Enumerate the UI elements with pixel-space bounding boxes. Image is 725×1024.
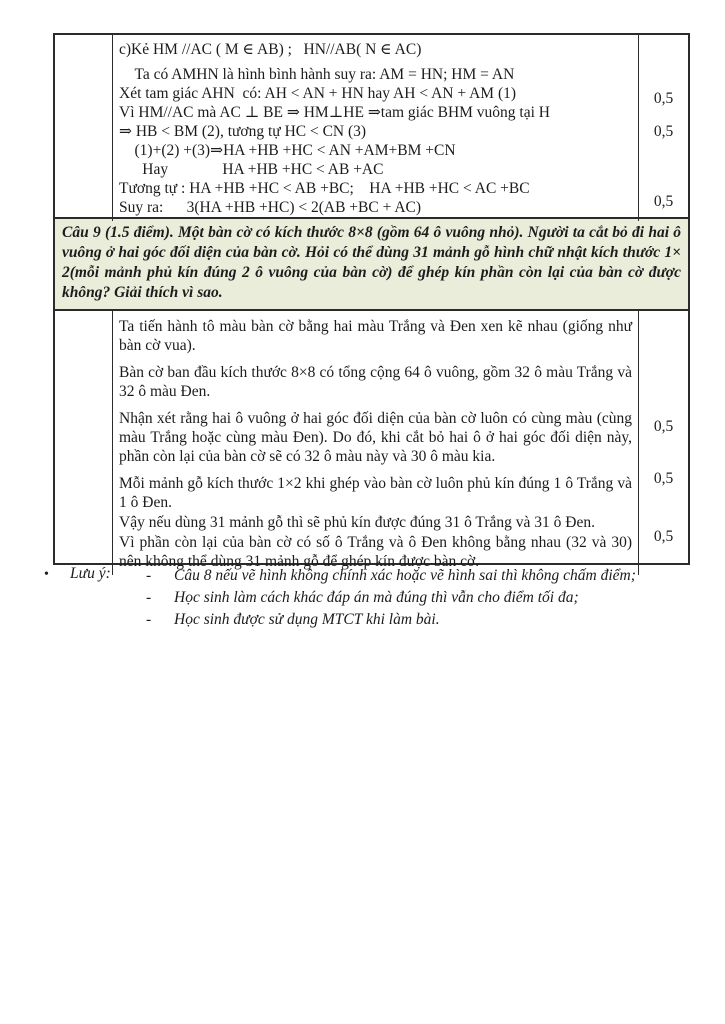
solution-line: Suy ra: 3(HA +HB +HC) < 2(AB +BC + AC) [119,199,422,216]
dash-icon: - [146,567,152,584]
note-text: Câu 8 nếu vẽ hình không chính xác hoặc vẽ hình sai thì không chấm điểm; [174,567,636,584]
question-number-cell [55,35,113,221]
bullet-icon: • [44,567,49,582]
score-value: 0,5 [653,470,674,487]
note-item [146,587,694,609]
note-text: Học sinh làm cách khác đáp án mà đúng thì vẫn cho điểm tối đa; [174,589,579,606]
solution-line: c)Kẻ HM //AC ( M ∈ AB) ; HN//AB( N ∈ AC) [119,41,422,58]
note-item [146,565,694,587]
note-text: Học sinh được sử dụng MTCT khi làm bài. [174,611,440,628]
solution-9-row [55,311,688,570]
solution-line: (1)+(2) +(3)⇒HA +HB +HC < AN +AM+BM +CN [119,142,456,159]
score-value: 0,5 [653,123,674,140]
solution-line: Tương tự : HA +HB +HC < AB +BC; HA +HB +HC < AC +BC [119,180,530,197]
score-value: 0,5 [653,418,674,435]
solution-line: Ta có AMHN là hình bình hành suy ra: AM = HN; HM = AN [119,66,515,83]
notes-label: Lưu ý: [70,565,111,582]
solution-paragraph: Mỗi mảnh gỗ kích thước 1×2 khi ghép vào bàn cờ luôn phủ kín đúng 1 ô Trắng và 1 ô Đen. [119,475,632,511]
solution-9-content [113,311,639,575]
solution-paragraph: Vậy nếu dùng 31 mảnh gỗ thì sẽ phủ kín được đúng 31 ô Trắng và 31 ô Đen. [119,514,595,531]
solution-8c-row [55,35,688,217]
notes-section [44,565,694,631]
dash-icon: - [146,589,152,606]
question-number-cell [55,311,113,575]
score-value: 0,5 [653,528,674,545]
question-9-statement: Câu 9 (1.5 điểm). Một bàn cờ có kích thước 8×8 (gồm 64 ô vuông nhỏ). Người ta cắt bỏ đi hai ô vuông ở hai góc đối diện của bàn cờ. Hỏi có thể dùng 31 mảnh gỗ hình chữ nhật kích thước 1× 2(mỗi mảnh phủ kín đúng 2 ô vuông của bàn cờ) để ghép kín phần còn lại của bàn cờ được không? Giải thích vì sao. [55,217,688,311]
score-column [639,311,688,575]
solution-line: Vì HM//AC mà AC ⊥ BE ⇒ HM⊥HE ⇒tam giác BHM vuông tại H [119,104,550,121]
solution-paragraph: Bàn cờ ban đầu kích thước 8×8 có tổng cộng 64 ô vuông, gồm 32 ô màu Trắng và 32 ô màu Đen. [119,364,632,400]
solution-line: Xét tam giác AHN có: AH < AN + HN hay AH < AN + AM (1) [119,85,517,102]
score-column [639,35,688,221]
dash-icon: - [146,611,152,628]
score-value: 0,5 [653,193,674,210]
solution-paragraph: Nhận xét rằng hai ô vuông ở hai góc đối diện của bàn cờ luôn có cùng màu (cùng màu Trắng hoặc cùng màu Đen). Do đó, khi cắt bỏ hai ô ở hai góc đối diện này, phần còn lại của bàn cờ sẽ có 32 ô màu này và 30 ô màu kia. [119,410,632,465]
solution-8c-content [113,35,639,221]
score-value: 0,5 [653,90,674,107]
note-item [146,609,694,631]
solution-line: Hay HA +HB +HC < AB +AC [119,161,384,178]
solution-line: ⇒ HB < BM (2), tương tự HC < CN (3) [119,123,367,140]
solution-paragraph: Vì phần còn lại của bàn cờ có số ô Trắng và ô Đen không bằng nhau (32 và 30) nên không thể dùng 31 mảnh gỗ để ghép kín được bàn cờ. [119,534,632,570]
answer-key-table [53,33,690,570]
notes-list [146,565,694,631]
solution-paragraph: Ta tiến hành tô màu bàn cờ bằng hai màu Trắng và Đen xen kẽ nhau (giống như bàn cờ vua). [119,318,632,354]
